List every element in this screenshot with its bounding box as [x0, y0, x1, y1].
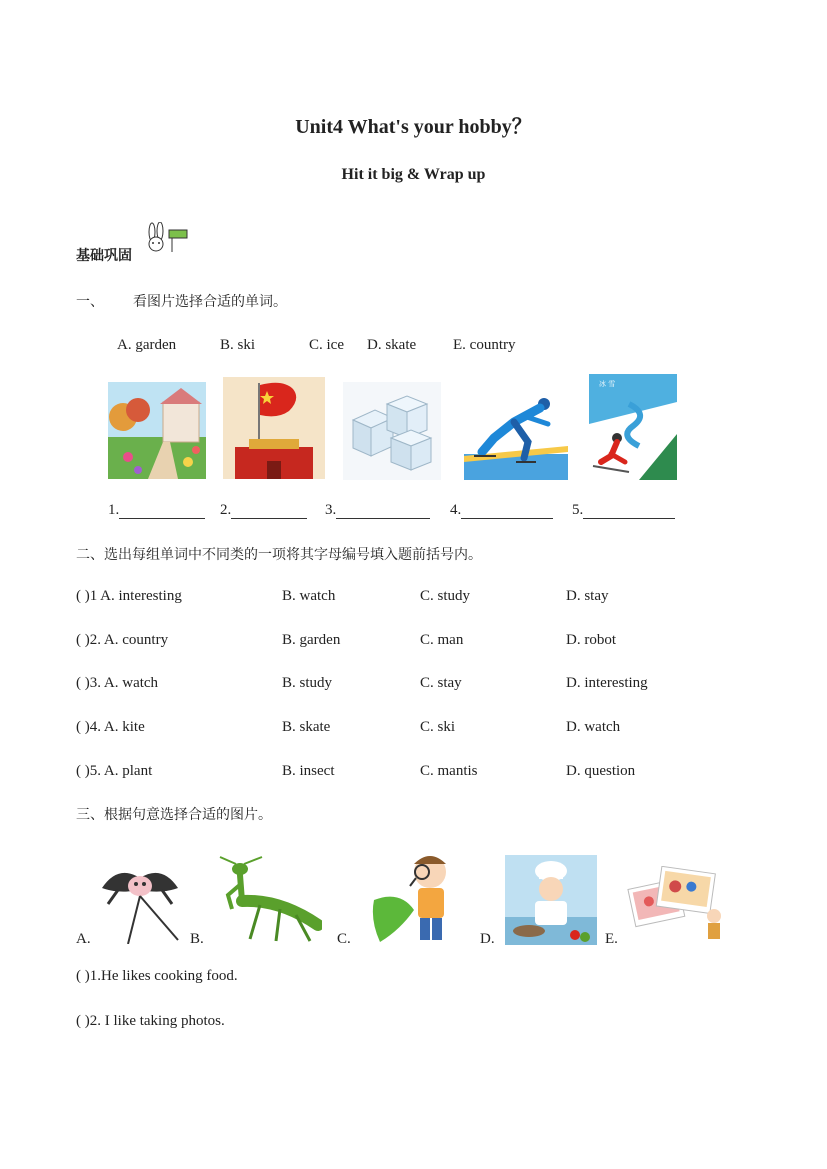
q2-row2-b: B. garden — [282, 632, 341, 648]
q2-row2-d: D. robot — [566, 632, 616, 648]
ice-cubes-picture — [343, 382, 441, 480]
q2-row1-c: C. study — [420, 588, 471, 604]
q2-row1-d: D. stay — [566, 588, 609, 604]
blank-4[interactable] — [450, 502, 553, 519]
q2-row5-d: D. question — [566, 763, 636, 779]
part1-number: 一、 — [76, 294, 104, 310]
rabbit-sign-icon — [142, 222, 190, 256]
page-title: Unit4 What's your hobby？ — [295, 116, 532, 138]
option-b: B. ski — [220, 337, 256, 353]
kite-picture — [98, 860, 182, 944]
q2-row5-c: C. mantis — [420, 763, 478, 779]
pic-label-d: D. — [480, 931, 495, 947]
option-d: D. skate — [367, 337, 417, 353]
option-c: C. ice — [309, 337, 344, 353]
q2-row1-b: B. watch — [282, 588, 336, 604]
blank-5[interactable] — [572, 502, 675, 519]
blank-1[interactable] — [108, 502, 205, 519]
mantis-picture — [210, 855, 322, 943]
blank-3-label: 3. — [325, 502, 337, 518]
option-e: E. country — [453, 337, 516, 353]
q2-row2-c: C. man — [420, 632, 464, 648]
garden-picture — [108, 382, 206, 479]
blank-5-label: 5. — [572, 502, 584, 518]
page-subtitle: Hit it big & Wrap up — [341, 166, 486, 183]
section-basic-label: 基础巩固 — [76, 248, 132, 264]
blank-4-label: 4. — [450, 502, 462, 518]
q2-row4-c: C. ski — [420, 719, 456, 735]
q2-row3-d: D. interesting — [566, 675, 648, 691]
photos-picture — [626, 866, 728, 942]
q2-row4-b: B. skate — [282, 719, 331, 735]
boy-magnifier-picture — [370, 850, 470, 944]
part2-heading: 二、选出每组单词中不同类的一项将其字母编号填入题前括号内。 — [76, 547, 482, 563]
q2-row2-a: ( )2. A. country — [76, 632, 169, 648]
chef-picture — [505, 855, 597, 945]
q2-row5-a: ( )5. A. plant — [76, 763, 153, 779]
blank-2-label: 2. — [220, 502, 232, 518]
q3-question-1: ( )1.He likes cooking food. — [76, 968, 238, 984]
skating-picture — [464, 382, 568, 480]
q2-row3-b: B. study — [282, 675, 333, 691]
part3-heading: 三、根据句意选择合适的图片。 — [76, 807, 272, 823]
svg-text:冰 雪: 冰 雪 — [599, 380, 616, 388]
q2-row4-a: ( )4. A. kite — [76, 719, 145, 735]
pic-label-e: E. — [605, 931, 618, 947]
q3-question-2: ( )2. I like taking photos. — [76, 1013, 225, 1029]
country-flag-picture — [223, 377, 325, 479]
q2-row3-c: C. stay — [420, 675, 462, 691]
part1-heading: 看图片选择合适的单词。 — [133, 294, 287, 310]
blank-2[interactable] — [220, 502, 307, 519]
q2-row3-a: ( )3. A. watch — [76, 675, 159, 691]
q2-row1-a: ( )1 A. interesting — [76, 588, 182, 604]
pic-label-b: B. — [190, 931, 204, 947]
q2-row4-d: D. watch — [566, 719, 621, 735]
option-a: A. garden — [117, 337, 177, 353]
pic-label-a: A. — [76, 931, 91, 947]
skiing-picture — [589, 374, 677, 480]
pic-label-c: C. — [337, 931, 351, 947]
blank-1-label: 1. — [108, 502, 120, 518]
q2-row5-b: B. insect — [282, 763, 335, 779]
blank-3[interactable] — [325, 502, 430, 519]
